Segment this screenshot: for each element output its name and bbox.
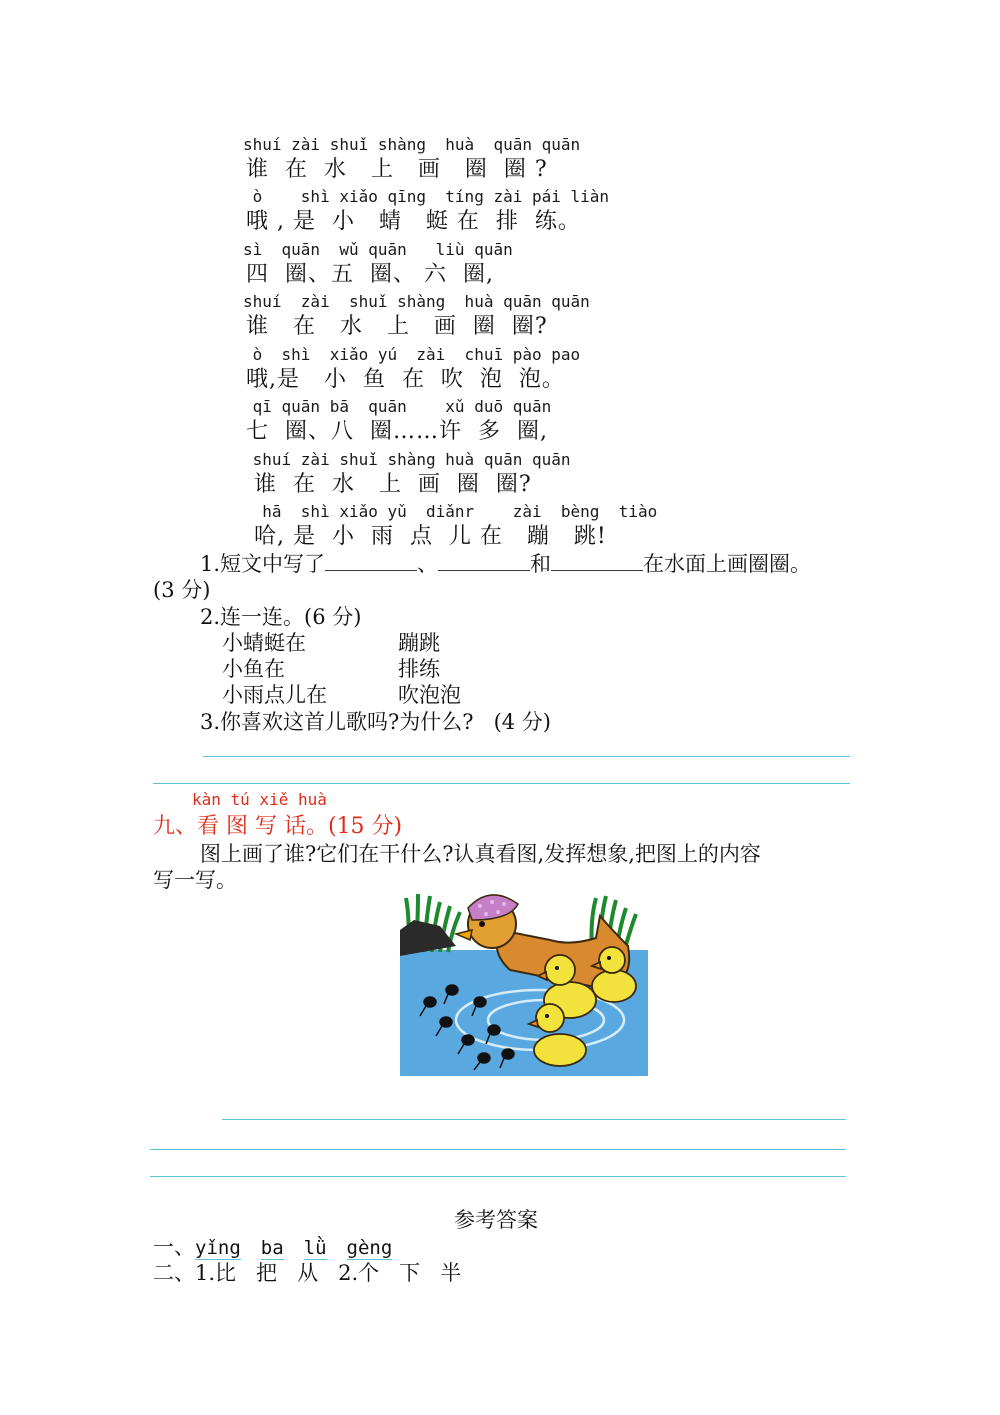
- poem-pinyin-8: hā shì xiǎo yǔ diǎnr zài bèng tiào: [243, 502, 658, 521]
- answer-line-q3-1[interactable]: [203, 756, 850, 757]
- answer-pinyin-1: yǐng: [195, 1237, 241, 1259]
- q1-blank-1[interactable]: [325, 550, 417, 571]
- poem-pinyin-2: ò shì xiǎo qīng tíng zài pái liàn: [243, 187, 610, 206]
- answer-pinyin-3: lǜ: [303, 1237, 327, 1259]
- match-right-1[interactable]: 蹦跳: [398, 631, 440, 655]
- match-right-2[interactable]: 排练: [398, 657, 440, 681]
- answers-row-1: [153, 1233, 412, 1262]
- poem-pinyin-1: shuí zài shuǐ shàng huà quān quān: [243, 135, 581, 154]
- q1-blank-2[interactable]: [438, 550, 530, 571]
- section9-title: 九、看 图 写 话。(15 分): [153, 814, 403, 839]
- answer-pinyin-2: ba: [260, 1237, 284, 1259]
- poem-pinyin-7: shuí zài shuǐ shàng huà quān quān: [243, 450, 571, 469]
- q1-suffix: 在水面上画圈圈。: [643, 552, 812, 576]
- duck-pond-picture: [400, 890, 648, 1076]
- section9-instruction-2: 写一写。: [153, 868, 237, 892]
- q1-score: (3 分): [153, 578, 211, 602]
- match-left-2[interactable]: 小鱼在: [222, 657, 285, 681]
- writing-line-3[interactable]: [150, 1176, 846, 1177]
- question-2-title: 2.连一连。(6 分): [200, 605, 362, 629]
- poem-pinyin-5: ò shì xiǎo yú zài chuī pào pao: [243, 345, 581, 364]
- writing-line-2[interactable]: [150, 1149, 846, 1150]
- poem-pinyin-6: qī quān bā quān xǔ duō quān: [243, 397, 552, 416]
- answer-pinyin-4: gèng: [346, 1237, 393, 1259]
- poem-line-5: 哦,是 小 鱼 在 吹 泡 泡。: [246, 367, 565, 392]
- poem-pinyin-3: sì quān wǔ quān liù quān: [243, 240, 513, 259]
- answers-title: 参考答案: [454, 1208, 538, 1232]
- match-left-3[interactable]: 小雨点儿在: [222, 683, 327, 707]
- answers-row-2: 二、1.比 把 从 2.个 下 半: [153, 1261, 462, 1285]
- answer-line-q3-2[interactable]: [153, 783, 850, 784]
- poem-pinyin-4: shuí zài shuǐ shàng huà quān quān: [243, 292, 590, 311]
- answers-row-1-prefix: 一、: [153, 1235, 195, 1259]
- match-left-1[interactable]: 小蜻蜓在: [222, 631, 306, 655]
- section9-pinyin: kàn tú xiě huà: [192, 790, 327, 809]
- poem-line-2: 哦 , 是 小 蜻 蜓 在 排 练。: [246, 209, 581, 234]
- question-1: [200, 550, 811, 578]
- match-right-3[interactable]: 吹泡泡: [398, 683, 461, 707]
- question-3: 3.你喜欢这首儿歌吗?为什么? (4 分): [200, 710, 552, 734]
- poem-line-7: 谁 在 水 上 画 圈 圈?: [246, 472, 532, 497]
- q1-prefix: 1.短文中写了: [200, 552, 326, 576]
- section9-instruction-1: 图上画了谁?它们在干什么?认真看图,发挥想象,把图上的内容: [200, 842, 761, 866]
- poem-line-3: 四 圈、五 圈、 六 圈,: [246, 262, 494, 287]
- q1-blank-3[interactable]: [551, 550, 643, 571]
- poem-line-6: 七 圈、八 圈……许 多 圈,: [246, 419, 548, 444]
- poem-line-4: 谁 在 水 上 画 圈 圈?: [246, 314, 548, 339]
- writing-line-1[interactable]: [222, 1119, 846, 1120]
- poem-line-1: 谁 在 水 上 画 圈 圈 ?: [246, 157, 548, 182]
- q1-sep1: 、: [417, 552, 439, 576]
- poem-line-8: 哈, 是 小 雨 点 儿 在 蹦 跳!: [246, 524, 607, 549]
- q1-sep2: 和: [530, 552, 552, 576]
